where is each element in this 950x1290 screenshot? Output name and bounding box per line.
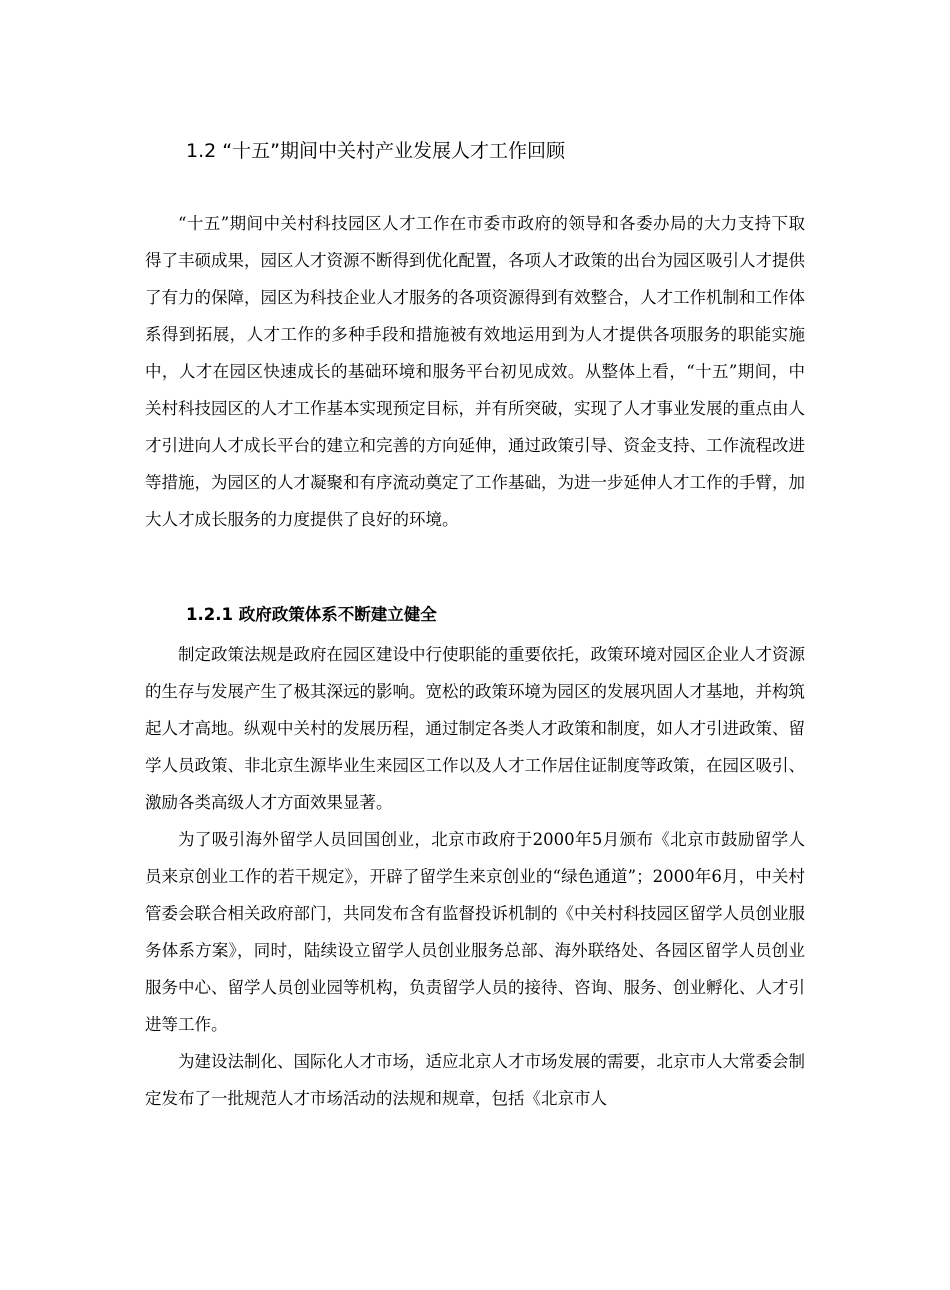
subsection-title: 1.2.1 政府政策体系不断建立健全 xyxy=(186,605,437,624)
paragraph: 为建设法制化、国际化人才市场，适应北京人才市场发展的需要，北京市人大常委会制定发布了一批规范人才市场活动的法规和规章，包括《北京市人 xyxy=(145,1052,805,1108)
paragraph: “十五”期间中关村科技园区人才工作在市委市政府的领导和各委办局的大力支持下取得了丰硕成果，园区人才资源不断得到优化配置，各项人才政策的出台为园区吸引人才提供了有力的保障，园区为科技企业人才服务的各项资源得到有效整合，人才工作机制和工作体系得到拓展，人才工作的多种手段和措施被有效地运用到为人才提供各项服务的职能实施中，人才在园区快速成长的基础环境和服务平台初见成效。从整体上看，“十五”期间，中关村科技园区的人才工作基本实现预定目标，并有所突破，实现了人才事业发展的重点由人才引进向人才成长平台的建立和完善的方向延伸，通过政策引导、资金支持、工作流程改进等措施，为园区的人才凝聚和有序流动奠定了工作基础，为进一步延伸人才工作的手臂，加大人才成长服务的力度提供了良好的环境。 xyxy=(145,214,805,529)
section-title: 1.2 “十五”期间中关村产业发展人才工作回顾 xyxy=(186,140,565,162)
paragraph: 制定政策法规是政府在园区建设中行使职能的重要依托，政策环境对园区企业人才资源的生存与发展产生了极其深远的影响。宽松的政策环境为园区的发展巩固人才基地，并构筑起人才高地。纵观中关村的发展历程，通过制定各类人才政策和制度，如人才引进政策、留学人员政策、非北京生源毕业生来园区工作以及人才工作居住证制度等政策，在园区吸引、激励各类高级人才方面效果显著。 xyxy=(145,645,805,812)
subsection-body xyxy=(145,636,805,1117)
section-body xyxy=(145,205,805,538)
paragraph: 为了吸引海外留学人员回国创业，北京市政府于2000年5月颁布《北京市鼓励留学人员来京创业工作的若干规定》，开辟了留学生来京创业的“绿色通道”；2000年6月，中关村管委会联合相关政府部门，共同发布含有监督投诉机制的《中关村科技园区留学人员创业服务体系方案》，同时，陆续设立留学人员创业服务总部、海外联络处、各园区留学人员创业服务中心、留学人员创业园等机构，负责留学人员的接待、咨询、服务、创业孵化、人才引进等工作。 xyxy=(145,830,805,1034)
